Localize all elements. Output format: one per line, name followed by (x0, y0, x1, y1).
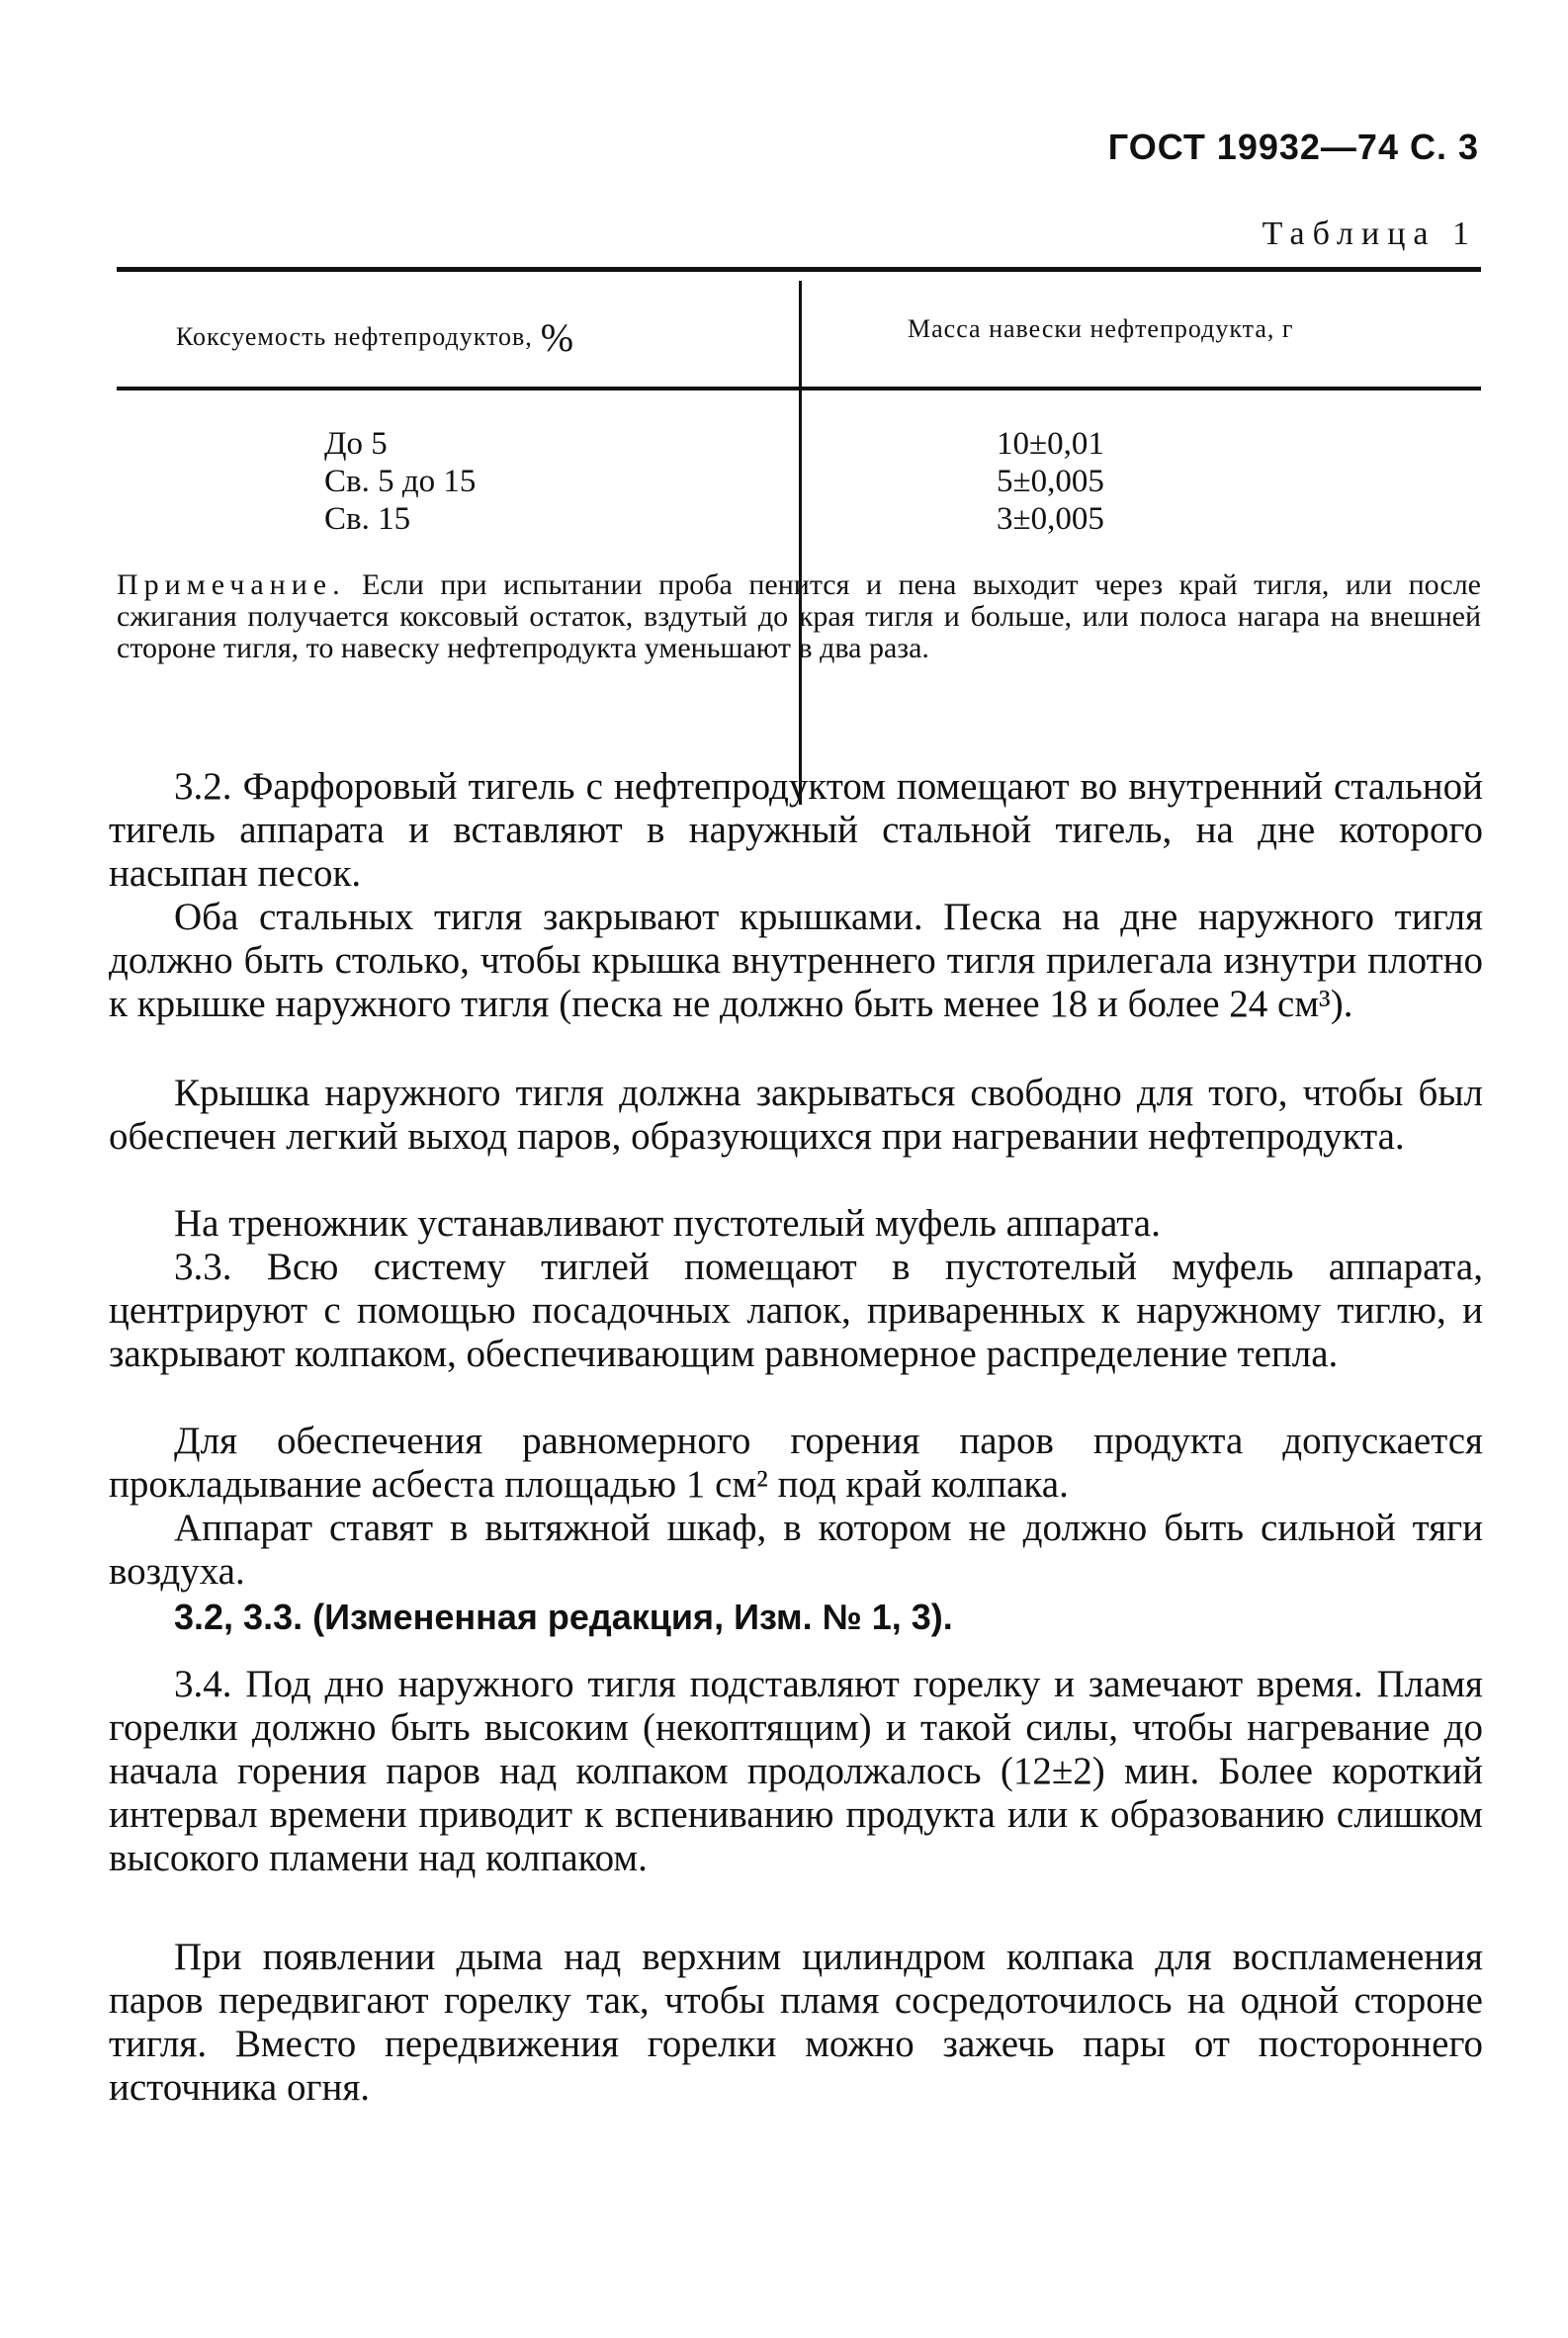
paragraph-3-2 (109, 765, 1483, 896)
paragraph-text: 3.4. Под дно наружного тигля подставляют горелку и замечают время. Пламя горелки должно быть высоким (некоптящим) и такой силы, чтобы нагревание до начала горения паров над колпаком продолжалось (12±2) мин. Более короткий интервал времени приводит к вспениванию продукта или к образованию слишком высокого пламени над колпаком. (109, 1663, 1483, 1879)
column-mass-values (997, 425, 1104, 538)
paragraph-text: Крышка наружного тигля должна закрываться свободно для того, чтобы был обеспечен легкий выход паров, образующихся при нагревании нефтепродукта. (109, 1072, 1483, 1158)
paragraph-text: Для обеспечения равномерного горения паров продукта допускается прокладывание асбеста площадью 1 см² под край колпака. (109, 1420, 1483, 1506)
paragraph-tripod (109, 1202, 1483, 1246)
paragraph-text: На треножник устанавливают пустотелый муфель аппарата. (174, 1202, 1161, 1245)
paragraph-text: Аппарат ставят в вытяжной шкаф, в котором не должно быть сильной тяги воздуха. (109, 1507, 1483, 1593)
percent-sign: % (540, 315, 575, 360)
paragraph-asbestos (109, 1420, 1483, 1507)
column-coking-values (324, 425, 476, 538)
paragraph-text: 3.3. Всю систему тиглей помещают в пустотелый муфель аппарата, центрируют с помощью посадочных лапок, приваренных к наружному тиглю, и закрывают колпаком, обеспечивающим равномерное распределение тепла. (109, 1246, 1483, 1375)
table-cell: Св. 15 (324, 501, 411, 537)
paragraph-text: При появлении дыма над верхним цилиндром колпака для воспламенения паров передвигают горелку так, чтобы пламя сосредоточилось на одной стороне тигля. Вместо передвижения горелки можно зажечь пары от постороннего источника огня. (109, 1936, 1483, 2109)
table-top-rule (117, 267, 1481, 272)
paragraph-text: 3.2. Фарфоровый тигель с нефтепродуктом помещают во внутренний стальной тигель аппарата и вставляют в наружный стальной тигель, на дне которого насыпан песок. (109, 765, 1483, 895)
note-label: Примечание. (117, 568, 346, 601)
paragraph-3-4 (109, 1663, 1483, 1880)
paragraph-outer-lid (109, 1072, 1483, 1159)
table-cell: 10±0,01 (997, 426, 1104, 462)
column-header-coking (176, 314, 574, 361)
table-label: Таблица 1 (1262, 216, 1477, 252)
paragraph-text: Оба стальных тигля закрывают крышками. Песка на дне наружного тигля должно быть столько, чтобы крышка внутреннего тигля прилегала изнутри плотно к крышке наружного тигля (песка не должно быть менее 18 и более 24 см³). (109, 896, 1483, 1025)
table-cell: 5±0,005 (997, 464, 1104, 499)
table-column-divider (799, 281, 802, 805)
paragraph-text: 3.2, 3.3. (Измененная редакция, Изм. № 1, 3). (174, 1597, 953, 1637)
paragraph-lids (109, 896, 1483, 1026)
note-text: Если при испытании проба пенится и пена выходит через край тигля, или после сжигания получается коксовый остаток, вздутый до края тигля и больше, или полоса нагара на внешней стороне тигля, то навеску нефтепродукта уменьшают в два раза. (117, 568, 1481, 664)
paragraph-fume-hood (109, 1507, 1483, 1594)
paragraph-3-3 (109, 1246, 1483, 1376)
paragraph-revision-note (109, 1596, 1483, 1639)
table-cell: 3±0,005 (997, 501, 1104, 537)
column-header-coking-label: Коксуемость нефтепродуктов, (176, 322, 533, 351)
table-cell: До 5 (324, 426, 388, 462)
table-cell: Св. 5 до 15 (324, 464, 477, 499)
column-header-mass: Масса навески нефтепродукта, г (908, 314, 1294, 343)
page-header: ГОСТ 19932—74 С. 3 (1107, 127, 1479, 167)
paragraph-ignition (109, 1936, 1483, 2110)
table-note (117, 569, 1481, 664)
